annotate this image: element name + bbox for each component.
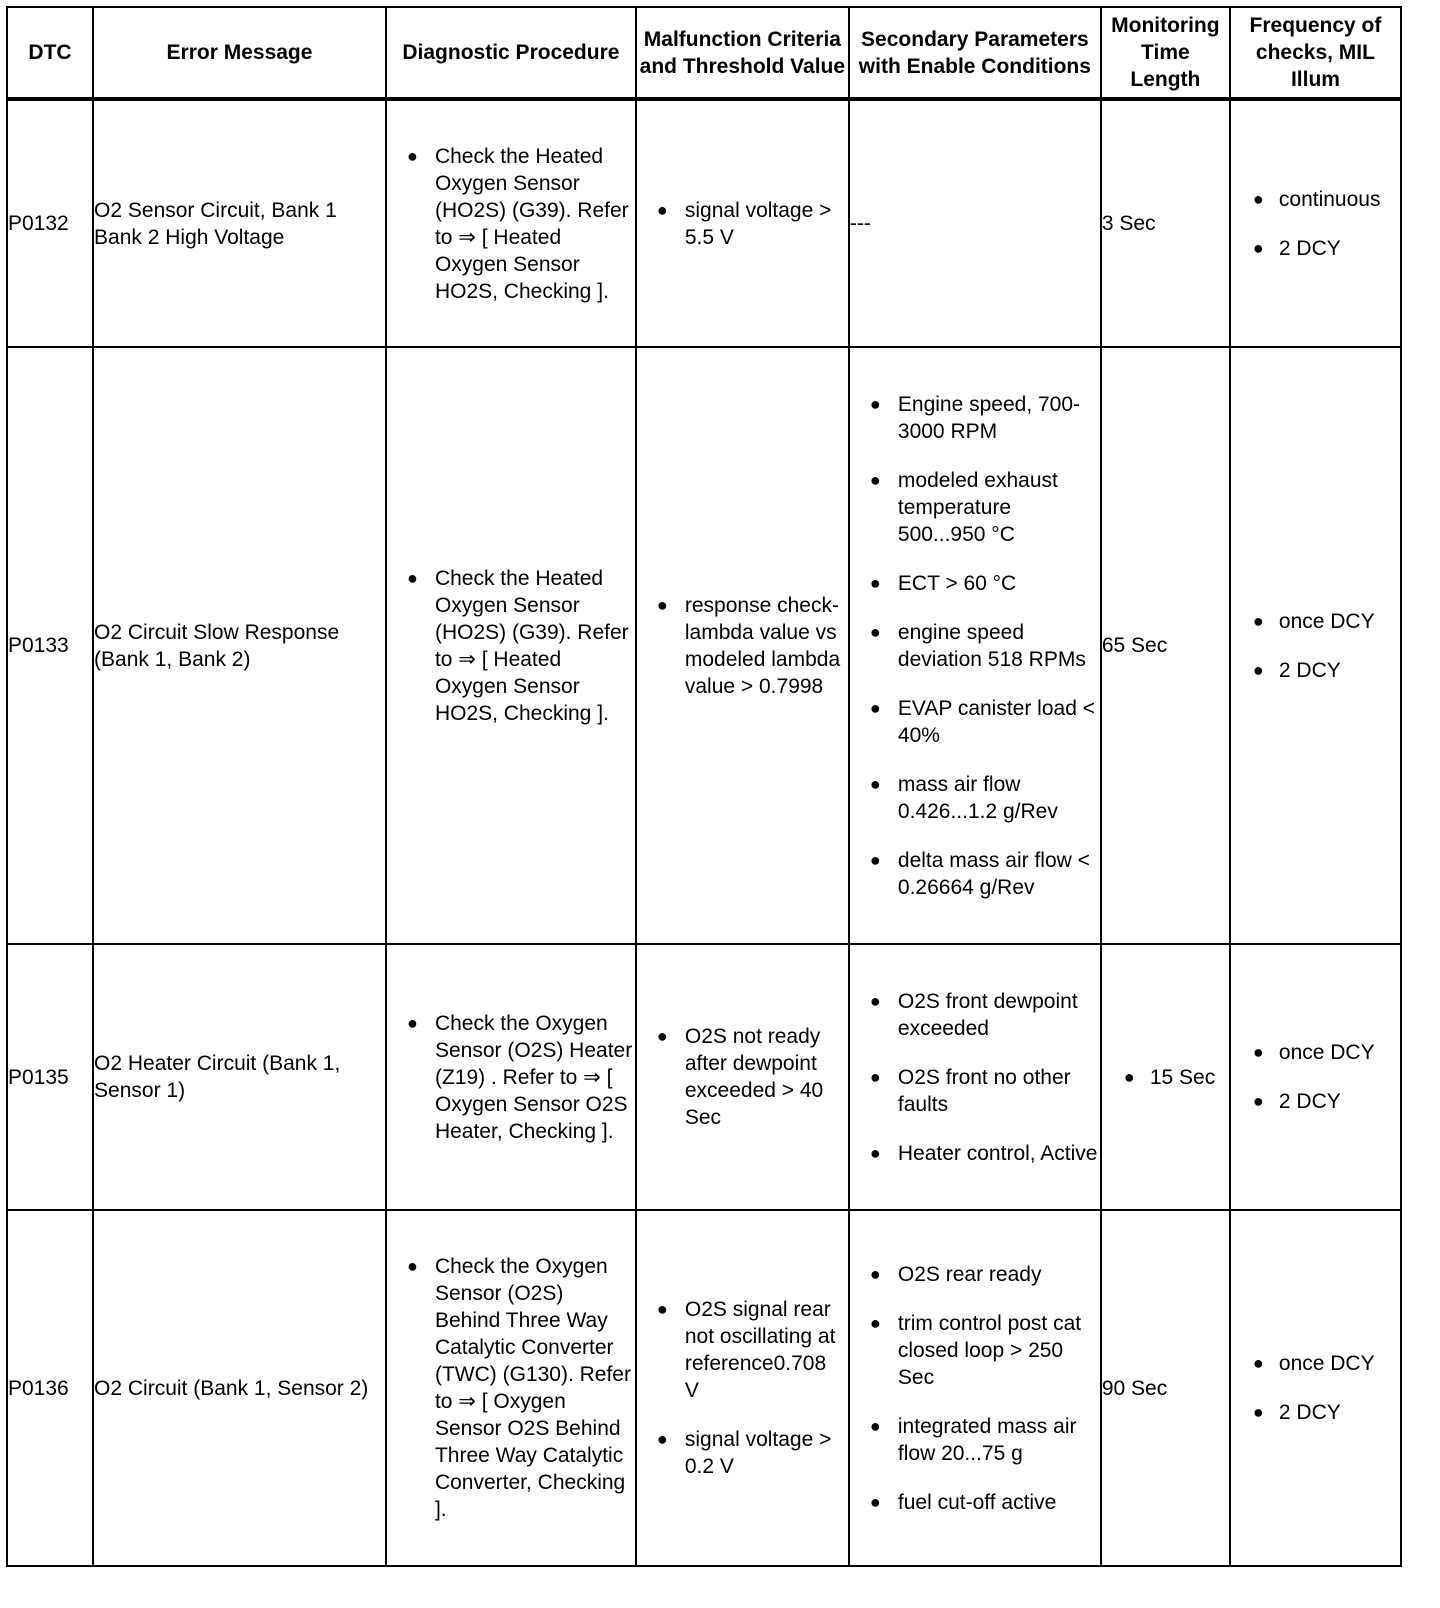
bullet-icon: ● — [869, 621, 881, 642]
bullet-icon: ● — [869, 1263, 881, 1284]
list-item — [850, 619, 1100, 673]
list-item-text: fuel cut-off active — [897, 1490, 1057, 1514]
list-item-text: 2 DCY — [1278, 1401, 1341, 1424]
list-item — [850, 695, 1100, 749]
secondary-parameters — [849, 944, 1101, 1210]
list-item — [1231, 1088, 1400, 1115]
list-item-text: delta mass air flow < 0.26664 g/Rev — [897, 848, 1090, 899]
diagnostic-procedure — [386, 944, 636, 1210]
col-header-frequency: Frequency of checks, MIL Illum — [1230, 7, 1401, 99]
list-item-text: trim control post cat closed loop > 250 Sec — [897, 1311, 1082, 1389]
list-item-text: Engine speed, 700-3000 RPM — [897, 392, 1081, 443]
list-item-text: continuous — [1278, 187, 1381, 211]
bullet-icon: ● — [869, 1491, 881, 1512]
list-item — [850, 570, 1100, 597]
list-item-text: integrated mass air flow 20...75 g — [897, 1414, 1077, 1465]
list-item-text: once DCY — [1278, 1041, 1375, 1064]
dtc-code: P0135 — [7, 944, 93, 1210]
malfunction-criteria — [636, 944, 849, 1210]
list-item-text: Check the Oxygen Sensor (O2S) Heater (Z19) . Refer to ⇒ [ Oxygen Sensor O2S Heater, Checking ]. — [434, 1011, 633, 1143]
bullet-icon: ● — [869, 1415, 881, 1436]
list-item-text: O2S front no other faults — [897, 1065, 1071, 1116]
list-item — [1231, 1039, 1400, 1066]
list-item-text: Check the Heated Oxygen Sensor (HO2S) (G39). Refer to ⇒ [ Heated Oxygen Sensor HO2S, Checking ]. — [434, 144, 629, 303]
list-item — [850, 467, 1100, 548]
bullet-icon: ● — [656, 1299, 668, 1319]
diagnostic-procedure — [386, 1210, 636, 1566]
list-item — [850, 1413, 1100, 1467]
monitoring-time: 65 Sec — [1101, 347, 1230, 944]
list-item-text: ECT > 60 °C — [897, 571, 1017, 595]
list-item-text: response check- lambda value vs modeled lambda value > 0.7998 — [684, 593, 841, 698]
list-item — [850, 1064, 1100, 1118]
list-item — [637, 592, 848, 700]
list-item — [637, 1426, 848, 1480]
secondary-parameters — [849, 1210, 1101, 1566]
monitoring-time — [1101, 944, 1230, 1210]
list-item-text: signal voltage > 5.5 V — [684, 198, 832, 249]
list-item-text: O2S signal rear not oscillating at reference0.708 V — [684, 1298, 836, 1402]
secondary-parameters: --- — [849, 99, 1101, 347]
list-item — [1231, 235, 1400, 262]
dtc-code: P0136 — [7, 1210, 93, 1566]
list-item-text: 2 DCY — [1278, 236, 1341, 260]
list-item-text: once DCY — [1278, 1352, 1375, 1375]
bullet-icon: ● — [1252, 1042, 1264, 1062]
list-item-text: mass air flow 0.426...1.2 g/Rev — [897, 772, 1058, 823]
diagnostic-procedure — [386, 347, 636, 944]
bullet-icon: ● — [656, 594, 668, 615]
list-item — [850, 1310, 1100, 1391]
frequency — [1230, 944, 1401, 1210]
list-item-text: once DCY — [1278, 609, 1375, 633]
list-item — [850, 391, 1100, 445]
col-header-dtc: DTC — [7, 7, 93, 99]
col-header-monitoring-time: Monitoring Time Length — [1101, 7, 1230, 99]
list-item — [387, 565, 635, 727]
list-item — [850, 988, 1100, 1042]
list-item — [1231, 657, 1400, 684]
list-item-text: O2S not ready after dewpoint exceeded > 40 Sec — [684, 1025, 824, 1129]
list-item — [1231, 1350, 1400, 1377]
col-header-malfunction-criteria: Malfunction Criteria and Threshold Value — [636, 7, 849, 99]
list-item-text: EVAP canister load < 40% — [897, 696, 1095, 747]
dtc-table — [6, 6, 1402, 1567]
table-row — [7, 944, 1401, 1210]
table-row — [7, 99, 1401, 347]
malfunction-criteria — [636, 99, 849, 347]
bullet-icon: ● — [656, 1026, 668, 1046]
bullet-icon: ● — [869, 1312, 881, 1333]
bullet-icon: ● — [869, 990, 881, 1011]
bullet-icon: ● — [406, 567, 418, 588]
bullet-icon: ● — [869, 469, 881, 490]
bullet-icon: ● — [1252, 237, 1264, 258]
bullet-icon: ● — [406, 145, 418, 166]
bullet-icon: ● — [1252, 1402, 1264, 1422]
list-item-text: O2S front dewpoint exceeded — [897, 989, 1078, 1040]
col-header-secondary-parameters: Secondary Parameters with Enable Conditions — [849, 7, 1101, 99]
list-item — [850, 1140, 1100, 1167]
monitoring-time: 3 Sec — [1101, 99, 1230, 347]
error-message: O2 Sensor Circuit, Bank 1 Bank 2 High Voltage — [93, 99, 386, 347]
bullet-icon: ● — [656, 1429, 668, 1449]
error-message: O2 Circuit Slow Response (Bank 1, Bank 2) — [93, 347, 386, 944]
list-item — [387, 1253, 635, 1523]
list-item — [850, 1261, 1100, 1288]
list-item — [637, 1023, 848, 1131]
diagnostic-procedure — [386, 99, 636, 347]
error-message: O2 Heater Circuit (Bank 1, Sensor 1) — [93, 944, 386, 1210]
dtc-code: P0132 — [7, 99, 93, 347]
list-item — [1102, 1064, 1229, 1091]
list-item — [637, 1296, 848, 1404]
bullet-icon: ● — [869, 773, 881, 794]
monitoring-time: 90 Sec — [1101, 1210, 1230, 1566]
bullet-icon: ● — [869, 572, 881, 593]
frequency — [1230, 99, 1401, 347]
bullet-icon: ● — [869, 1142, 881, 1163]
list-item-text: 15 Sec — [1149, 1065, 1216, 1089]
list-item-text: Check the Heated Oxygen Sensor (HO2S) (G39). Refer to ⇒ [ Heated Oxygen Sensor HO2S, Checking ]. — [434, 566, 629, 725]
list-item — [387, 143, 635, 305]
bullet-icon: ● — [406, 1256, 418, 1276]
list-item-text: Check the Oxygen Sensor (O2S) Behind Three Way Catalytic Converter (TWC) (G130). Refer to ⇒ [ Oxygen Sensor O2S Behind Three Way Catalytic Converter, Checking ]. — [434, 1255, 631, 1521]
list-item — [1231, 1399, 1400, 1426]
list-item-text: signal voltage > 0.2 V — [684, 1428, 832, 1478]
bullet-icon: ● — [1123, 1066, 1135, 1087]
header-row — [7, 7, 1401, 99]
bullet-icon: ● — [406, 1012, 418, 1033]
bullet-icon: ● — [869, 1066, 881, 1087]
bullet-icon: ● — [1252, 659, 1264, 680]
list-item-text: modeled exhaust temperature 500...950 °C — [897, 468, 1058, 546]
bullet-icon: ● — [656, 199, 668, 220]
malfunction-criteria — [636, 347, 849, 944]
malfunction-criteria — [636, 1210, 849, 1566]
list-item — [850, 1489, 1100, 1516]
list-item — [637, 197, 848, 251]
list-item-text: 2 DCY — [1278, 1090, 1341, 1113]
col-header-diagnostic-procedure: Diagnostic Procedure — [386, 7, 636, 99]
list-item-text: engine speed deviation 518 RPMs — [897, 620, 1086, 671]
bullet-icon: ● — [869, 697, 881, 718]
list-item-text: Heater control, Active — [897, 1141, 1098, 1165]
bullet-icon: ● — [1252, 188, 1264, 209]
secondary-parameters — [849, 347, 1101, 944]
list-item — [850, 847, 1100, 901]
bullet-icon: ● — [869, 849, 881, 870]
list-item-text: O2S rear ready — [897, 1262, 1042, 1286]
bullet-icon: ● — [1252, 1091, 1264, 1111]
error-message: O2 Circuit (Bank 1, Sensor 2) — [93, 1210, 386, 1566]
list-item — [1231, 186, 1400, 213]
list-item — [850, 771, 1100, 825]
bullet-icon: ● — [869, 393, 881, 414]
bullet-icon: ● — [1252, 610, 1264, 631]
bullet-icon: ● — [1252, 1353, 1264, 1373]
table-row — [7, 347, 1401, 944]
frequency — [1230, 347, 1401, 944]
frequency — [1230, 1210, 1401, 1566]
list-item — [1231, 608, 1400, 635]
col-header-error-message: Error Message — [93, 7, 386, 99]
dtc-code: P0133 — [7, 347, 93, 944]
list-item — [387, 1010, 635, 1145]
list-item-text: 2 DCY — [1278, 658, 1341, 682]
table-row — [7, 1210, 1401, 1566]
